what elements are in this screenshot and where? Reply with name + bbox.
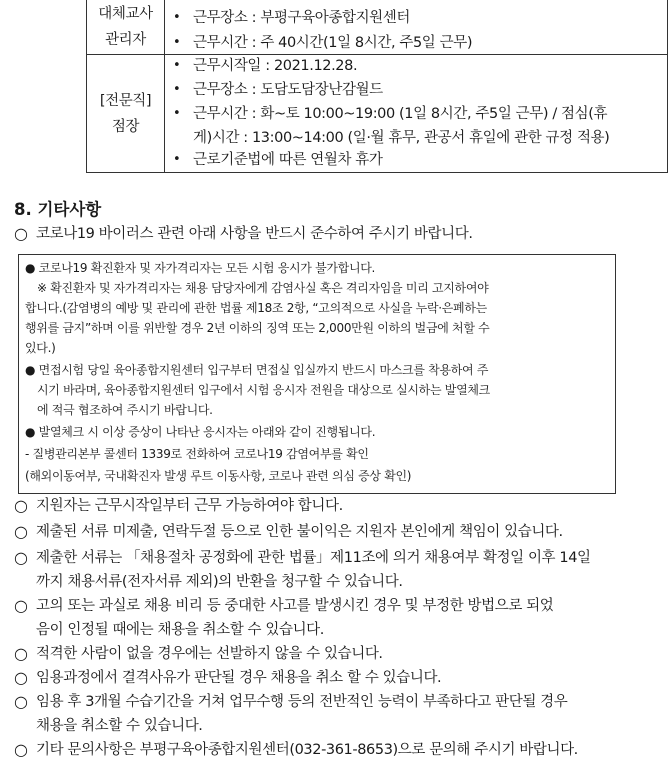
role-cell-professional-store-manager (87, 88, 164, 140)
notice-line: ※ 확진환자 및 자가격리자는 채용 담당자에게 감염사실 혹은 격리자임을 미리 고지하여야 (37, 281, 489, 295)
bullet-icon: • (173, 35, 181, 50)
circle-bullet-icon: ○ (14, 596, 28, 615)
intro-text: 코로나19 바이러스 관련 아래 사항을 반드시 준수하여 주시기 바랍니다. (36, 226, 473, 242)
covid-notice-box (18, 254, 616, 494)
item-text: 임용 후 3개월 수습기간을 거쳐 업무수행 등의 전반적인 능력이 부족하다고 판단될 경우 (36, 694, 568, 710)
item-text: 고의 또는 과실로 채용 비리 등 중대한 사고를 발생시킨 경우 및 부정한 방법으로 되었 (36, 598, 554, 614)
notice-line: ● 면접시험 당일 육아종합지원센터 입구부터 면접실 입실까지 반드시 마스크를 착용하여 주 (25, 363, 489, 377)
item-text: 제출한 서류는 「채용절차 공정화에 관한 법률」제11조에 의거 채용여부 확정일 이후 14일 (36, 550, 591, 566)
circle-bullet-icon: ○ (14, 224, 28, 243)
bullet-text: 근로기준법에 따른 연월차 휴가 (193, 152, 383, 168)
item-text: 임용과정에서 결격사유가 판단될 경우 채용을 취소 할 수 있습니다. (36, 670, 442, 686)
notice-line: - 질병관리본부 콜센터 1339로 전화하여 코로나19 감염여부를 확인 (25, 447, 369, 461)
circle-bullet-icon: ○ (14, 644, 28, 663)
section-title: 8. 기타사항 (14, 200, 102, 219)
item-text: 적격한 사람이 없을 경우에는 선발하지 않을 수 있습니다. (36, 646, 383, 662)
bullet-text: 근무장소 : 도담도담장난감월드 (193, 82, 383, 98)
notice-line: (해외이동여부, 국내확진자 발생 루트 이동사항, 코로나 관련 의심 증상 확인) (25, 469, 412, 483)
role-label-line: 점장 (111, 119, 140, 135)
role-label-line: 관리자 (105, 32, 146, 48)
bullet-icon: • (173, 106, 181, 121)
bullet-icon: • (173, 152, 181, 167)
item-text-continuation: 까지 채용서류(전자서류 제외)의 반환을 청구할 수 있습니다. (36, 574, 403, 590)
notice-line: 행위를 금지”하며 이를 위반할 경우 2년 이하의 징역 또는 2,000만원 이하의 벌금에 처할 수 (25, 321, 490, 335)
circle-bullet-icon: ○ (14, 668, 28, 687)
role-label-line: [전문직] (99, 93, 152, 109)
item-text: 기타 문의사항은 부평구육아종합지원센터(032-361-8653)으로 문의해 주시기 바랍니다. (36, 742, 578, 758)
notice-line: ● 발열체크 시 이상 증상이 나타난 응시자는 아래와 같이 진행됩니다. (25, 425, 376, 439)
bullet-text: 게)시간 : 13:00~14:00 (일·월 휴무, 관공서 휴일에 관한 규정 적용) (193, 130, 610, 146)
circle-bullet-icon: ○ (14, 740, 28, 759)
circle-bullet-icon: ○ (14, 692, 28, 711)
circle-bullet-icon: ○ (14, 548, 28, 567)
circle-bullet-icon: ○ (14, 522, 28, 541)
bullet-icon: • (173, 58, 181, 73)
item-text: 제출된 서류 미제출, 연락두절 등으로 인한 불이익은 지원자 본인에게 책임이 있습니다. (36, 524, 563, 540)
circle-bullet-icon: ○ (14, 496, 28, 515)
item-text: 지원자는 근무시작일부터 근무 가능하여야 합니다. (36, 498, 343, 514)
bullet-text: 근무시작일 : 2021.12.28. (193, 58, 358, 74)
bullet-text: 근무시간 : 주 40시간(1일 8시간, 주5일 근무) (193, 35, 473, 51)
notice-line: 있다.) (25, 341, 56, 355)
notice-line: ● 코로나19 확진환자 및 자가격리자는 모든 시험 응시가 불가합니다. (25, 261, 376, 275)
item-text-continuation: 채용을 취소할 수 있습니다. (36, 718, 203, 734)
work-conditions-table (86, 0, 668, 173)
role-cell-substitute-teacher-manager (87, 1, 164, 53)
notice-line: 에 적극 협조하여 주시기 바랍니다. (37, 403, 213, 417)
item-text-continuation: 음이 인정될 때에는 채용을 취소할 수 있습니다. (36, 622, 324, 638)
bullet-text: 근무시간 : 화~토 10:00~19:00 (1일 8시간, 주5일 근무) / 점심(휴 (193, 106, 608, 122)
bullet-text: 근무장소 : 부평구육아종합지원센터 (193, 10, 411, 26)
bullet-icon: • (173, 10, 181, 25)
role-label-line: 대체교사 (98, 6, 153, 22)
notice-line: 합니다.(감염병의 예방 및 관리에 관한 법률 제18조 2항, “고의적으로 사실을 누락·은폐하는 (25, 301, 487, 315)
table-column-divider (164, 0, 165, 172)
notice-line: 시기 바라며, 육아종합지원센터 입구에서 시험 응시자 전원을 대상으로 실시하는 발열체크 (37, 383, 490, 397)
bullet-icon: • (173, 82, 181, 97)
